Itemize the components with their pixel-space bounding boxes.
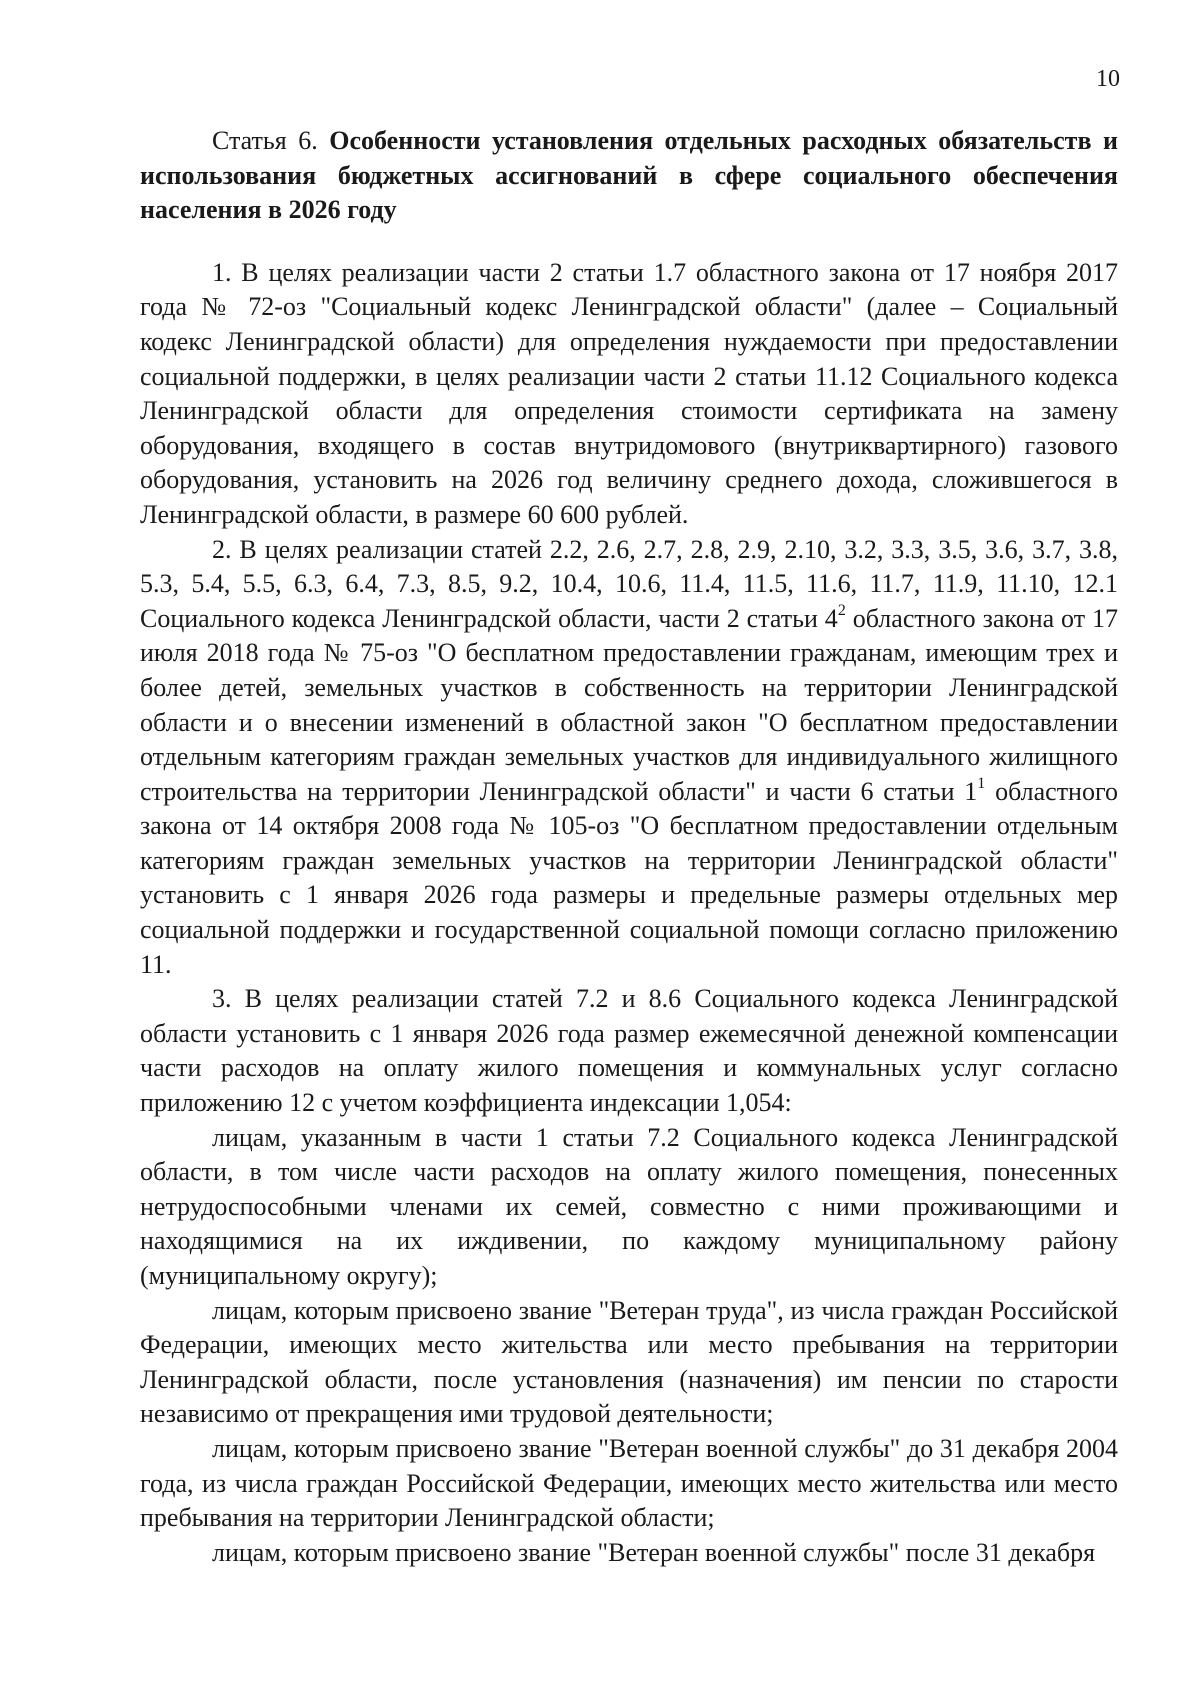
list-item-military-veterans-after-2004: лицам, которым присвоено звание "Ветеран военной службы" после 31 декабря <box>212 1537 1096 1567</box>
paragraph-2-part-2: областного закона от 17 июля 2018 года № 75-оз "О бесплатном предоставлении гражданам, имеющим трех и более детей, земельных участков в собственность на территории Ленинградской области и о внесении изменений в областной закон "О бесплатном предоставлении отдельным категориям граждан земельных участков для индивидуального жилищного строительства на территории Ленинградской области" и части 6 статьи 1 <box>140 603 1118 806</box>
page-number: 10 <box>1096 66 1120 92</box>
paragraph-2-part-3: областного закона от 14 октября 2008 года № 105-оз "О бесплатном предоставлении отдельным категориям граждан земельных участков на территории Ленинградской области" установить с 1 января 2026 года размеры и предельные размеры отдельных мер социальной поддержки и государственной социальной помощи согласно приложению 11. <box>140 776 1118 979</box>
paragraph-2-part-1: 2. В целях реализации статей 2.2, 2.6, 2.7, 2.8, 2.9, 2.10, 3.2, 3.3, 3.5, 3.6, 3.7, 3.8, 5.3, 5.4, 5.5, 6.3, 6.4, 7.3, 8.5, 9.2, 10.4, 10.6, 11.4, 11.5, 11.6, 11.7, 11.9, 11.10, 12.1 Социального кодекса Ленинградской области, части 2 статьи 4 <box>140 534 1118 633</box>
paragraph-1: 1. В целях реализации части 2 статьи 1.7 областного закона от 17 ноября 2017 года № 72-оз "Социальный кодекс Ленинградской области" (далее – Социальный кодекс Ленинградской области) для определения нуждаемости при предоставлении социальной поддержки, в целях реализации части 2 статьи 11.12 Социального кодекса Ленинградской области для определения стоимости сертификата на замену оборудования, входящего в состав внутридомового (внутриквартирного) газового оборудования, установить на 2026 год величину среднего дохода, сложившегося в Ленинградской области, в размере 60 600 рублей. <box>140 257 1118 529</box>
superscript-1-1: 1 <box>977 775 986 793</box>
article-title: Особенности установления отдельных расходных обязательств и использования бюджетных ассигнований в сфере социального обеспечения населения в 2026 году <box>140 126 1118 225</box>
document-body <box>140 124 1118 1570</box>
paragraph-3: 3. В целях реализации статей 7.2 и 8.6 Социального кодекса Ленинградской области установить с 1 января 2026 года размер ежемесячной денежной компенсации части расходов на оплату жилого помещения и коммунальных услуг согласно приложению 12 с учетом коэффициента индексации 1,054: <box>140 984 1118 1118</box>
paragraph-2 <box>140 533 1118 983</box>
list-item-labor-veterans: лицам, которым присвоено звание "Ветеран труда", из числа граждан Российской Федерации, имеющих место жительства или место пребывания на территории Ленинградской области, после установления (назначения) им пенсии по старости независимо от прекращения ими трудовой деятельности; <box>140 1295 1118 1429</box>
article-label: Статья 6. <box>212 126 318 155</box>
list-item-military-veterans-before-2004: лицам, которым присвоено звание "Ветеран военной службы" до 31 декабря 2004 года, из числа граждан Российской Федерации, имеющих место жительства или место пребывания на территории Ленинградской области; <box>140 1433 1118 1533</box>
superscript-4-2: 2 <box>837 602 846 620</box>
article-heading <box>140 124 1118 228</box>
list-item-persons-7-2: лицам, указанным в части 1 статьи 7.2 Социального кодекса Ленинградской области, в том числе части расходов на оплату жилого помещения, понесенных нетрудоспособными членами их семей, совместно с ними проживающими и находящимися на их иждивении, по каждому муниципальному району (муниципальному округу); <box>140 1122 1118 1290</box>
